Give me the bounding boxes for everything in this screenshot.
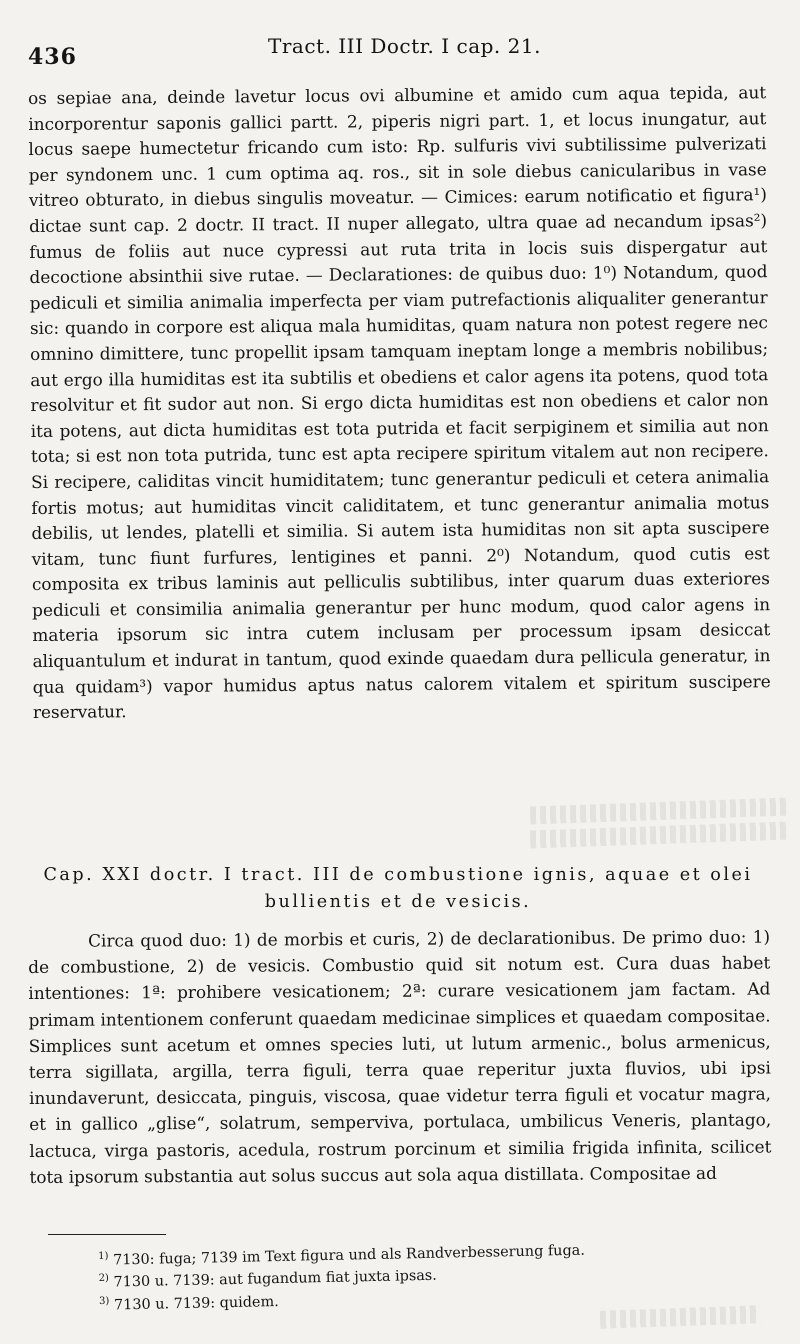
page-header [28,30,760,70]
footnote-mark: 3) [98,1295,110,1307]
body-text [28,80,771,726]
footnote-mark: 1) [98,1250,109,1262]
running-head: Tract. III Doctr. I cap. 21. [268,34,541,58]
chapter-heading-line-1: Cap. XXI doctr. I tract. III de combustione ignis, aquae et olei [43,865,753,885]
chapter-body [28,923,772,1190]
footnote-mark: 2) [98,1273,110,1285]
footnotes [98,1234,759,1315]
show-through-bleed [530,821,790,848]
footnote-text: 7130 u. 7139: aut fugandum fiat juxta ipsas. [113,1268,437,1291]
show-through-bleed [600,1305,761,1329]
chapter-paragraph: Circa quod duo: 1) de morbis et curis, 2) de declarationibus. De primo duo: 1) de combustione, 2) de vesicis. Combustio quid sit notum est. Cura duas habet intentiones: 1ª: prohibere vesicationem; 2ª: curare vesicationem jam factam. Ad primam intentionem conferunt quaedam medicinae simplices et quaedam compositae. Simplices sunt acetum et omnes species luti, ut lutum armenic., bolus armenicus, terra sigillata, argilla, terra figuli, terra quae reperitur juxta fluvios, ubi ipsi inundaverunt, desiccata, pinguis, viscosa, quae videtur terra figuli et vocatur magra, et in gallico „glise“, solatrum, semperviva, portulaca, umbilicus Veneris, plantago, lactuca, virga pastoris, acedula, rostrum porcinum et similia frigida infinita, scilicet tota ipsorum substantia aut solus succus aut sola aqua distillata. Compositae ad [28,926,772,1187]
footnote-text: 7130: fuga; 7139 im Text figura und als Randverbesserung fuga. [112,1242,586,1269]
body-paragraph: os sepiae ana, deinde lavetur locus ovi albumine et amido cum aqua tepida, aut incorporentur saponis gallici partt. 2, piperis nigri part. 1, et locus inungatur, aut locus saepe humectetur fricando cum isto: Rp. sulfuris vivi subtilissime pulverizati per syndonem unc. 1 cum optima aq. ros., sit in sole diebus canicularibus in vase vitreo obturato, in diebus singulis moveatur. — Cimices: earum notificatio et figura¹) dictae sunt cap. 2 doctr. II tract. II nuper allegato, ultra quae ad necandum ipsas²) fumus de foliis aut nuce cypressi aut ruta trita in locis suis dispergatur aut decoctione absinthii sive rutae. — Declarationes: de quibus duo: 1⁰) Notandum, quod pediculi et similia animalia imperfecta per viam putrefactionis aliqualiter generantur sic: quando in corpore est aliqua mala humiditas, quam natura non potest regere nec omnino dimittere, tunc propellit ipsam tamquam ineptam longe a membris nobilibus; aut ergo illa humiditas est ita subtilis et obediens et calor agens ita potens, quod tota resolvitur et fit sudor aut non. Si ergo dicta humiditas est non obediens et calor non ita potens, aut dicta humiditas est tota putrida et facit serpiginem et similia aut non tota; si est non tota putrida, tunc est apta recipere spiritum vitalem aut non recipere. Si recipere, caliditas vincit humiditatem; tunc generantur pediculi et cetera animalia fortis motus; aut humiditas vincit caliditatem, et tunc generantur animalia motus debilis, ut lendes, platelli et similia. Si autem ista humiditas non sit apta suscipere vitam, tunc fiunt furfures, lentigines et panni. 2⁰) Notandum, quod cutis est composita ex tribus laminis aut pelliculis subtilibus, inter quarum duas exteriores pediculi et consimilia animalia generantur per hunc modum, quod calor agens in materia ipsorum sic intra cutem inclusam per processum ipsam desiccat aliquantulum et indurat in tantum, quod exinde quaedam dura pellicula generatur, in qua quidam³) vapor humidus aptus natus calorem vitalem et spiritum suscipere reservatur. [28,82,771,723]
page-number: 436 [28,44,77,70]
chapter-heading [28,862,768,916]
footnote-rule [48,1234,166,1235]
show-through-bleed [530,797,790,824]
chapter-heading-line-2: bullientis et de vesicis. [264,892,532,912]
footnote-text: 7130 u. 7139: quidem. [113,1293,279,1314]
